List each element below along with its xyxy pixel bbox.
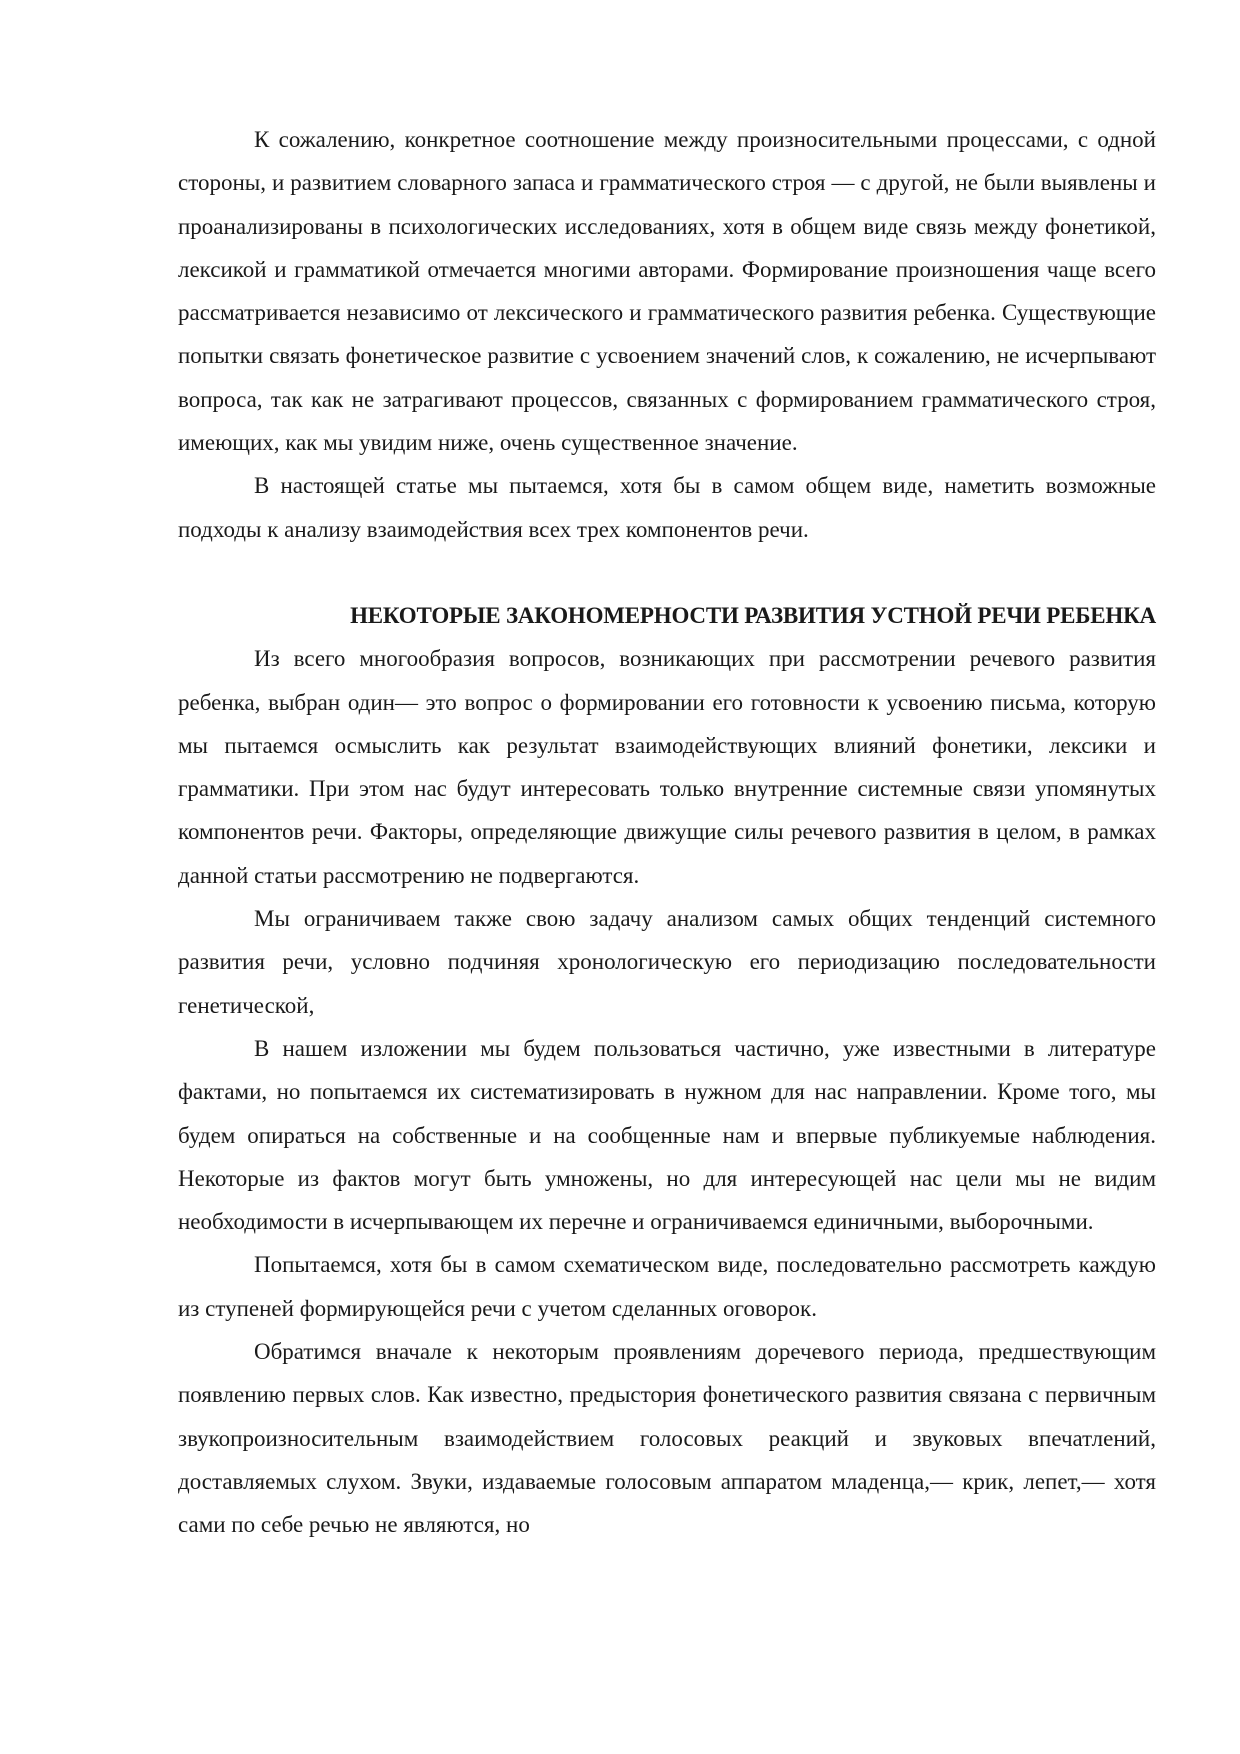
- section-heading: НЕКОТОРЫЕ ЗАКОНОМЕРНОСТИ РАЗВИТИЯ УСТНОЙ РЕЧИ РЕБЕНКА: [350, 602, 1156, 628]
- paragraph-article-aim: В настоящей статье мы пытаемся, хотя бы в самом общем виде, наметить возможные подходы к анализу взаимодействия всех трех компонентов речи.: [178, 473, 1156, 542]
- paragraph-prespeech-period: Обратимся вначале к некоторым проявлениям доречевого периода, предшествующим появлению первых слов. Как известно, предыстория фонетического развития связана с первичным звукопроизносительным взаимодействием голосовых реакций и звуковых впечатлений, доставляемых слухом. Звуки, издаваемые голосовым аппаратом младенца,— крик, лепет,— хотя сами по себе речью не являются, но: [178, 1339, 1156, 1538]
- paragraph-facts-usage: В нашем изложении мы будем пользоваться частично, уже известными в литературе фактами, но попытаемся их систематизировать в нужном для нас направлении. Кроме того, мы будем опираться на собственные и на сообщенные нам и впервые публикуемые наблюдения. Некоторые из фактов могут быть умножены, но для интересующей нас цели мы не видим необходимости в исчерпывающем их перечне и ограничиваемся единичными, выборочными.: [178, 1035, 1156, 1235]
- paragraph-correlation-problem: К сожалению, конкретное соотношение между произносительными процессами, с одной стороны, и развитием словарного запаса и грамматического строя — с другой, не были выявлены и проанализированы в психологических исследованиях, хотя в общем виде связь между фонетикой, лексикой и грамматикой отмечается многими авторами. Формирование произношения чаще всего рассматривается независимо от лексического и грамматического развития ребенка. Существующие попытки связать фонетическое развитие с усвоением значений слов, к сожалению, не исчерпывают вопроса, так как не затрагивают процессов, связанных с формированием грамматического строя, имеющих, как мы увидим ниже, очень существенное значение.: [178, 127, 1156, 456]
- paragraph-task-limitation: Мы ограничиваем также свою задачу анализом самых общих тенденций системного развития речи, условно подчиняя хронологическую его периодизацию последовательности генетической,: [178, 906, 1156, 1018]
- paragraph-question-selection: Из всего многообразия вопросов, возникающих при рассмотрении речевого развития ребенка, выбран один— это вопрос о формировании его готовности к усвоению письма, которую мы пытаемся осмыслить как результат взаимодействующих влияний фонетики, лексики и грамматики. При этом нас будут интересовать только внутренние системные связи упомянутых компонентов речи. Факторы, определяющие движущие силы речевого развития в целом, в рамках данной статьи рассмотрению не подвергаются.: [178, 646, 1156, 888]
- paragraph-stages-overview: Попытаемся, хотя бы в самом схематическом виде, последовательно рассмотреть каждую из ступеней формирующейся речи с учетом сделанных оговорок.: [178, 1252, 1156, 1321]
- document-page: [178, 118, 1156, 1547]
